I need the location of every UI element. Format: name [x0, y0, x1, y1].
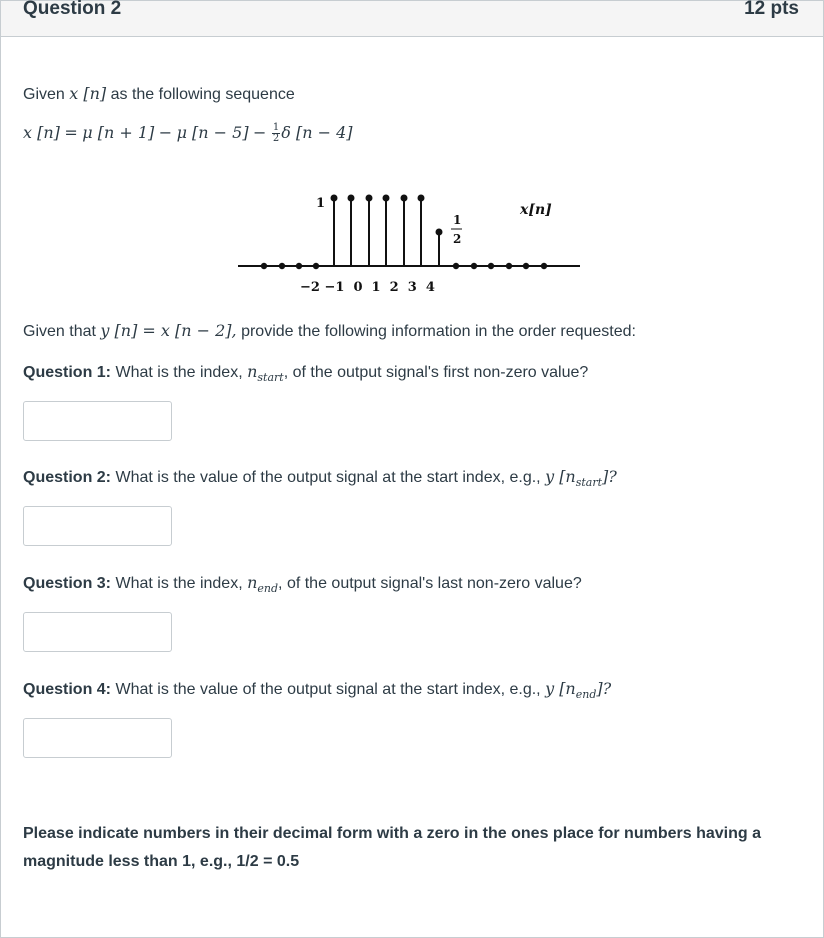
question-2-label: Question 2:	[23, 469, 112, 486]
plot-half-den: 2	[453, 232, 462, 246]
question-4-label: Question 4:	[23, 681, 112, 698]
eq-minus1: −	[158, 123, 173, 142]
plot-half-num: 1	[453, 213, 462, 227]
relation-expr: y [n] = x [n − 2],	[100, 321, 237, 340]
intro-prefix: Given	[23, 86, 65, 103]
answer-input-1[interactable]	[23, 401, 172, 441]
question-1-label: Question 1:	[23, 364, 112, 381]
question-title: Question 2	[23, 0, 122, 19]
answer-input-2[interactable]	[23, 506, 172, 546]
eq-term3: δ [n − 4]	[281, 123, 353, 142]
eq-equals: =	[64, 123, 78, 142]
intro-symbol: x [n]	[69, 84, 107, 103]
plot-signal-label: x[n]	[520, 202, 552, 218]
question-1-text: Question 1: What is the index, $n_{start}$, of the output signal's first non-zero value?	[23, 362, 589, 384]
question-header	[1, 1, 823, 37]
intro-text	[23, 84, 295, 104]
question-4-text: Question 4: What is the value of the output signal at the start index, e.g., y $[n_{end}]$?	[23, 679, 612, 701]
eq-fraction: $\frac{1}{2}$	[272, 122, 280, 145]
format-note-line-2: magnitude less than 1, e.g., 1/2 = 0.5	[23, 853, 300, 870]
eq-term1: μ [n + 1]	[82, 123, 155, 142]
format-note-line-1: Please indicate numbers in their decimal form with a zero in the ones place for numbers having a	[23, 825, 761, 842]
plot-amp-label: 1	[316, 196, 326, 211]
question-3-text: Question 3: What is the index, $n_{end}$, of the output signal's last non-zero value?	[23, 573, 582, 595]
format-note	[23, 820, 793, 876]
relation-text	[23, 321, 636, 341]
answer-input-3[interactable]	[23, 612, 172, 652]
eq-lhs: x [n]	[23, 123, 60, 142]
question-3-label: Question 3:	[23, 575, 112, 592]
question-points: 12 pts	[744, 0, 799, 19]
answer-input-4[interactable]	[23, 718, 172, 758]
eq-term2: μ [n − 5]	[176, 123, 249, 142]
intro-suffix: as the following sequence	[110, 86, 295, 103]
eq-minus2: −	[253, 123, 267, 142]
sequence-equation	[23, 123, 353, 144]
relation-suffix: provide the following information in the order requested:	[241, 323, 636, 340]
plot-axis-ticks: −2 −1 0 1 2 3 4	[300, 280, 435, 295]
relation-prefix: Given that	[23, 323, 96, 340]
question-2-text: Question 2: What is the value of the output signal at the start index, e.g., y $[n_{start}]$?	[23, 467, 617, 489]
